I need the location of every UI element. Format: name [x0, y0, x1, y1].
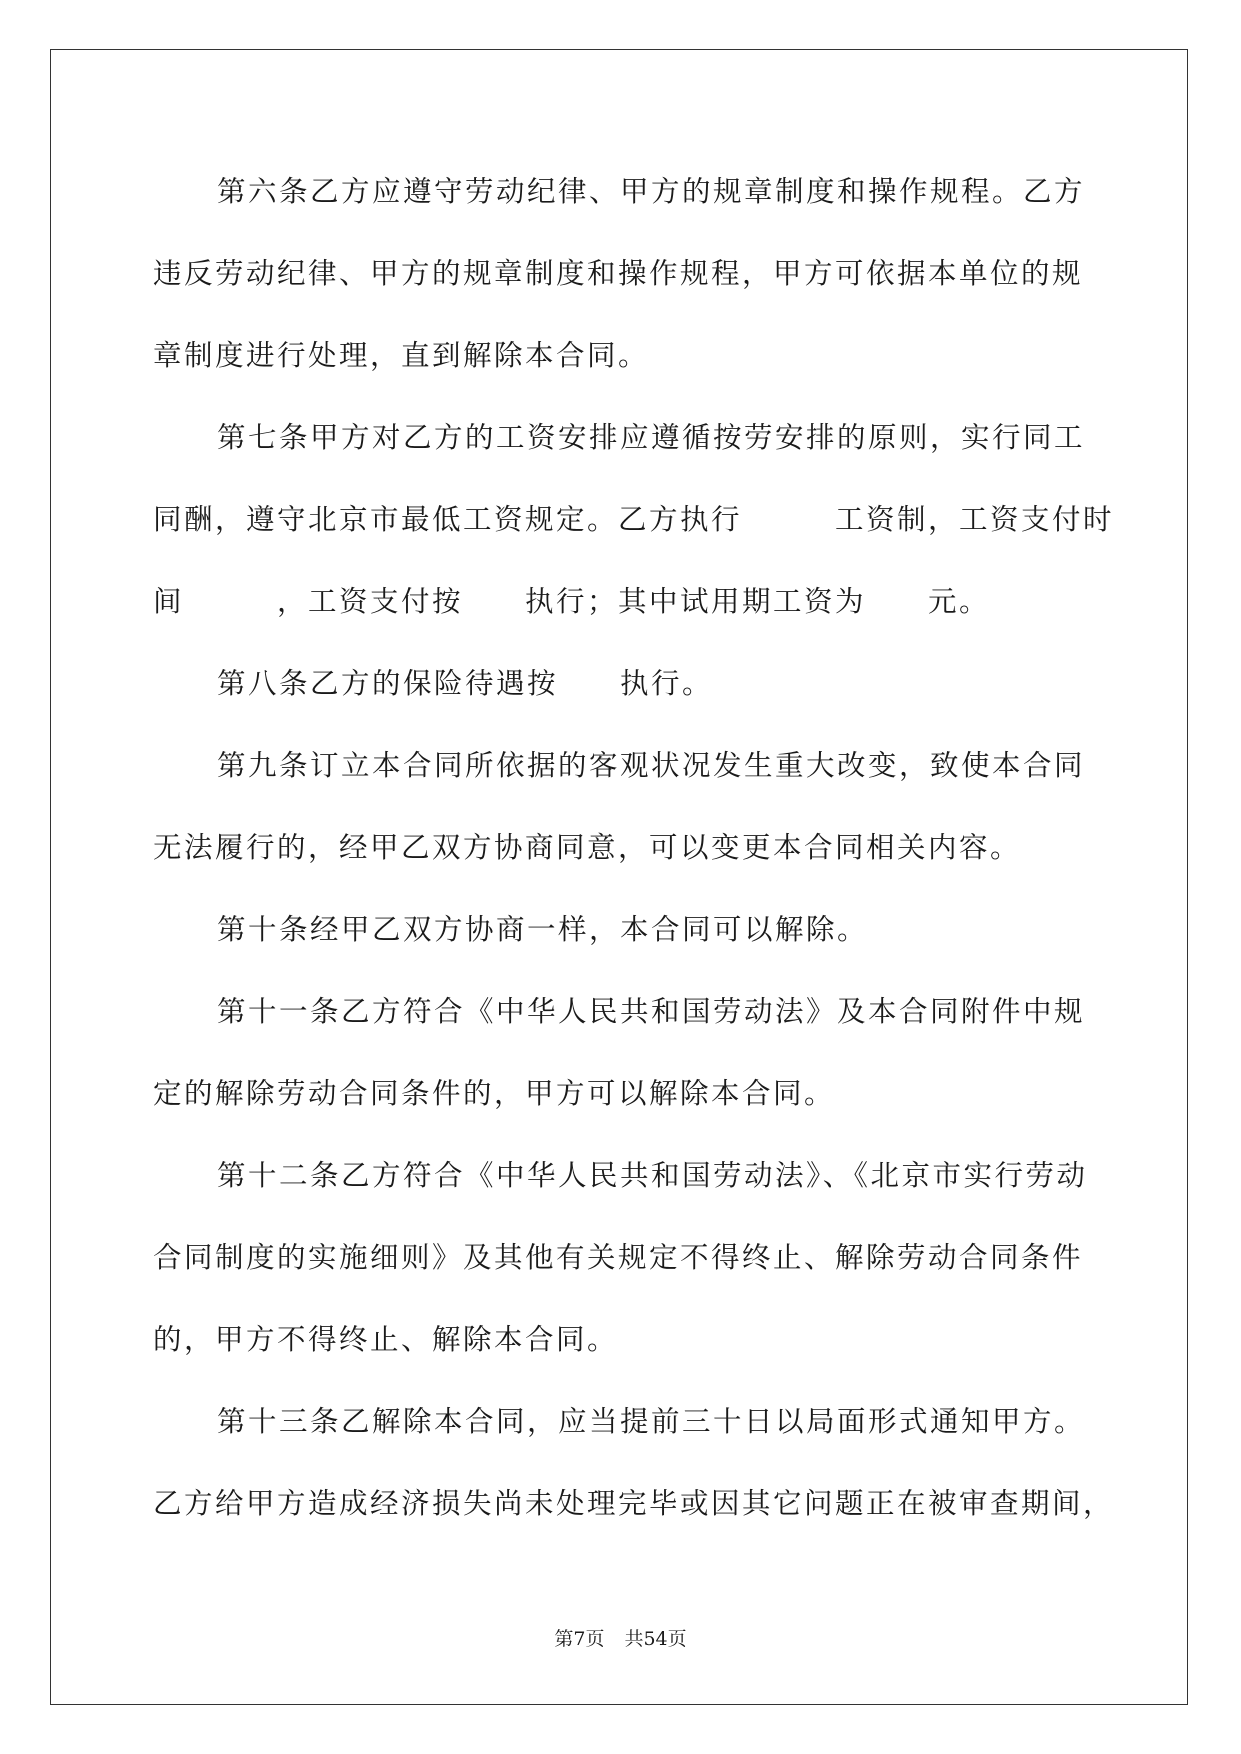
- paragraph-article-12: [153, 1135, 1089, 1381]
- text-line: 第十二条乙方符合《中华人民共和国劳动法》、《北京市实行劳动: [217, 1159, 1088, 1192]
- text-line: 的，甲方不得终止、解除本合同。: [153, 1323, 619, 1356]
- text-line: 间 ，工资支付按 执行；其中试用期工资为 元。: [153, 585, 991, 618]
- page-total: 共54页: [624, 1628, 687, 1650]
- paragraph-article-6: [153, 151, 1089, 397]
- text-line: 第六条乙方应遵守劳动纪律、甲方的规章制度和操作规程。乙方: [217, 175, 1086, 208]
- text-line: 第十条经甲乙双方协商一样，本合同可以解除。: [217, 913, 869, 946]
- text-line: 第七条甲方对乙方的工资安排应遵循按劳安排的原则，实行同工: [217, 421, 1086, 454]
- text-line: 无法履行的，经甲乙双方协商同意，可以变更本合同相关内容。: [153, 831, 1022, 864]
- paragraph-article-13: [153, 1381, 1115, 1545]
- text-line: 第八条乙方的保险待遇按 执行。: [217, 667, 714, 700]
- text-line: 章制度进行处理，直到解除本合同。: [153, 339, 650, 372]
- text-line: 同酬，遵守北京市最低工资规定。乙方执行 工资制，工资支付时: [153, 503, 1115, 536]
- text-line: 乙方给甲方造成经济损失尚未处理完毕或因其它问题正在被审查期间，: [153, 1487, 1115, 1520]
- paragraph-article-11: [153, 971, 1089, 1135]
- paragraph-article-10: [153, 889, 1089, 971]
- text-line: 第九条订立本合同所依据的客观状况发生重大改变，致使本合同: [217, 749, 1086, 782]
- paragraph-article-9: [153, 725, 1089, 889]
- text-line: 违反劳动纪律、甲方的规章制度和操作规程，甲方可依据本单位的规: [153, 257, 1084, 290]
- paragraph-article-8: [153, 643, 1089, 725]
- text-line: 第十一条乙方符合《中华人民共和国劳动法》及本合同附件中规: [217, 995, 1086, 1028]
- text-line: 第十三条乙解除本合同，应当提前三十日以局面形式通知甲方。: [217, 1405, 1086, 1438]
- text-line: 合同制度的实施细则》及其他有关规定不得终止、解除劳动合同条件: [153, 1241, 1084, 1274]
- text-line: 定的解除劳动合同条件的，甲方可以解除本合同。: [153, 1077, 836, 1110]
- document-body: [153, 151, 1115, 1545]
- page-footer: [0, 1624, 1241, 1651]
- paragraph-article-7: [153, 397, 1115, 643]
- page-number: 第7页: [554, 1628, 605, 1650]
